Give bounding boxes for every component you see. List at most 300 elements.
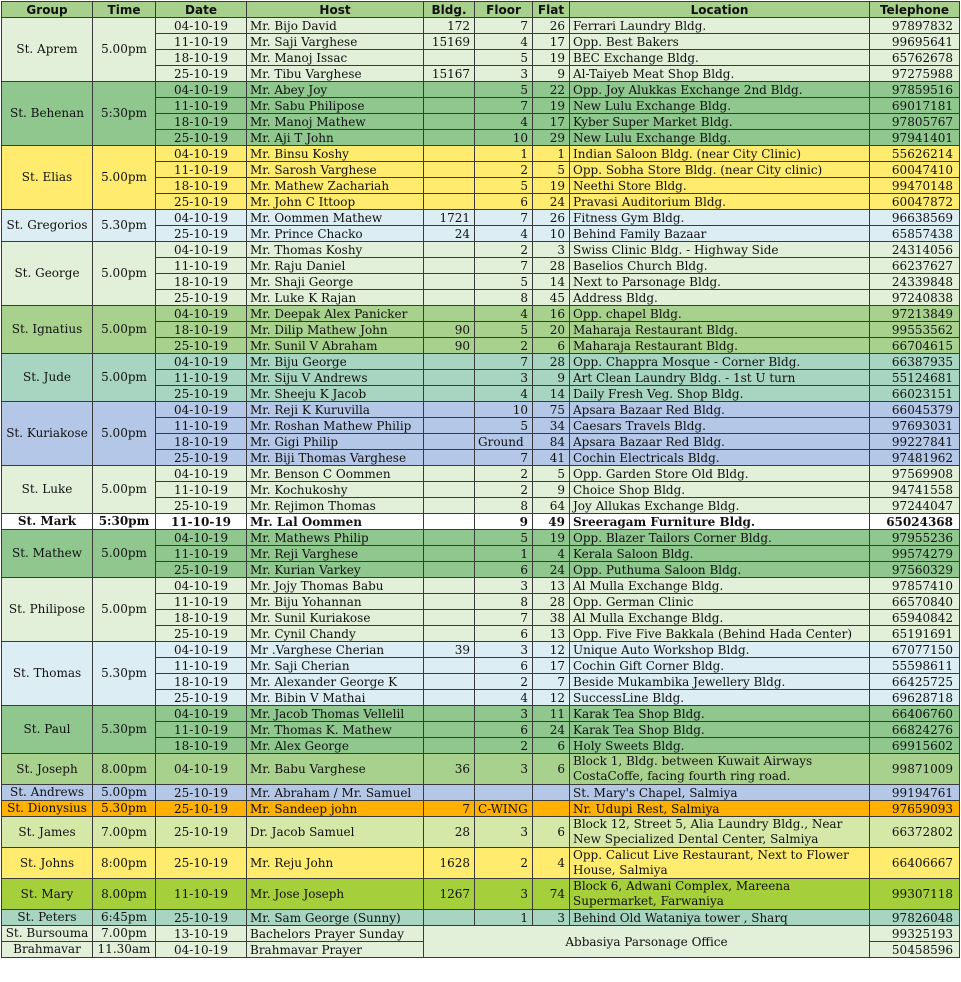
location-cell: Apsara Bazaar Red Bldg. <box>570 434 870 450</box>
group-time-cell: 5.30pm <box>93 801 156 817</box>
date-cell: 18-10-19 <box>156 178 247 194</box>
flat-cell: 45 <box>533 290 570 306</box>
telephone-cell: 69915602 <box>870 738 960 754</box>
table-row <box>2 785 960 801</box>
flat-cell: 28 <box>533 258 570 274</box>
group-time-cell: 7.00pm <box>93 817 156 848</box>
bldg-cell: 1628 <box>424 848 475 879</box>
date-cell: 25-10-19 <box>156 848 247 879</box>
telephone-cell: 65857438 <box>870 226 960 242</box>
date-cell: 25-10-19 <box>156 66 247 82</box>
host-cell: Mr. Sam George (Sunny) <box>247 910 424 926</box>
date-cell: 04-10-19 <box>156 146 247 162</box>
bldg-cell <box>424 562 475 578</box>
date-cell: 04-10-19 <box>156 242 247 258</box>
bldg-cell <box>424 82 475 98</box>
table-row <box>2 82 960 98</box>
location-cell: Joy Allukas Exchange Bldg. <box>570 498 870 514</box>
host-cell: Mr. Jose Joseph <box>247 879 424 910</box>
location-cell: Opp. Best Bakers <box>570 34 870 50</box>
location-cell: St. Mary's Chapel, Salmiya <box>570 785 870 801</box>
group-time-cell: 8.00pm <box>93 879 156 910</box>
location-cell: Maharaja Restaurant Bldg. <box>570 338 870 354</box>
floor-cell: 3 <box>475 754 533 785</box>
location-cell: Unique Auto Workshop Bldg. <box>570 642 870 658</box>
group-name-cell: St. Mathew <box>2 530 93 578</box>
floor-cell: 7 <box>475 450 533 466</box>
bldg-cell <box>424 626 475 642</box>
flat-cell: 14 <box>533 386 570 402</box>
location-cell: Opp. Calicut Live Restaurant, Next to Flower House, Salmiya <box>570 848 870 879</box>
date-cell: 04-10-19 <box>156 402 247 418</box>
telephone-cell: 99553562 <box>870 322 960 338</box>
bldg-cell <box>424 274 475 290</box>
date-cell: 25-10-19 <box>156 338 247 354</box>
flat-cell: 26 <box>533 210 570 226</box>
floor-cell: 7 <box>475 210 533 226</box>
bldg-cell: 1267 <box>424 879 475 910</box>
location-cell: Block 6, Adwani Complex, Mareena Supermarket, Farwaniya <box>570 879 870 910</box>
date-cell: 04-10-19 <box>156 530 247 546</box>
bldg-cell <box>424 258 475 274</box>
telephone-cell: 97826048 <box>870 910 960 926</box>
floor-cell: 6 <box>475 194 533 210</box>
flat-cell: 1 <box>533 146 570 162</box>
flat-cell: 3 <box>533 910 570 926</box>
floor-cell: 6 <box>475 658 533 674</box>
location-cell: New Lulu Exchange Bldg. <box>570 98 870 114</box>
table-row <box>2 18 960 34</box>
telephone-cell: 97955236 <box>870 530 960 546</box>
bldg-cell <box>424 130 475 146</box>
bldg-cell <box>424 98 475 114</box>
host-cell: Bachelors Prayer Sunday <box>247 926 424 942</box>
bldg-cell <box>424 578 475 594</box>
location-cell: Opp. Puthuma Saloon Bldg. <box>570 562 870 578</box>
bldg-cell: 1721 <box>424 210 475 226</box>
date-cell: 25-10-19 <box>156 290 247 306</box>
floor-cell: 2 <box>475 674 533 690</box>
host-cell: Mr. Sabu Philipose <box>247 98 424 114</box>
telephone-cell: 60047410 <box>870 162 960 178</box>
location-cell: Al-Taiyeb Meat Shop Bldg. <box>570 66 870 82</box>
host-cell: Mr. Jacob Thomas Vellelil <box>247 706 424 722</box>
date-cell: 11-10-19 <box>156 162 247 178</box>
table-row <box>2 578 960 594</box>
host-cell: Brahmavar Prayer <box>247 942 424 958</box>
telephone-cell: 24314056 <box>870 242 960 258</box>
floor-cell: 8 <box>475 290 533 306</box>
table-row <box>2 754 960 785</box>
table-row <box>2 466 960 482</box>
host-cell: Mr. Saji Varghese <box>247 34 424 50</box>
flat-cell: 12 <box>533 642 570 658</box>
group-time-cell: 5.00pm <box>93 146 156 210</box>
telephone-cell: 66406760 <box>870 706 960 722</box>
table-row <box>2 514 960 530</box>
flat-cell: 17 <box>533 114 570 130</box>
flat-cell: 84 <box>533 434 570 450</box>
date-cell: 11-10-19 <box>156 594 247 610</box>
header-row <box>2 2 960 18</box>
date-cell: 11-10-19 <box>156 658 247 674</box>
location-cell: Opp. Five Five Bakkala (Behind Hada Center) <box>570 626 870 642</box>
floor-cell: 2 <box>475 466 533 482</box>
flat-cell: 6 <box>533 738 570 754</box>
flat-cell: 12 <box>533 690 570 706</box>
parsonage-office-cell: Abbasiya Parsonage Office <box>424 926 870 958</box>
telephone-cell: 65762678 <box>870 50 960 66</box>
host-cell: Mr. Benson C Oommen <box>247 466 424 482</box>
telephone-cell: 67077150 <box>870 642 960 658</box>
date-cell: 13-10-19 <box>156 926 247 942</box>
bldg-cell: 15167 <box>424 66 475 82</box>
location-cell: Opp. Sobha Store Bldg. (near City clinic) <box>570 162 870 178</box>
location-cell: Behind Old Wataniya tower , Sharq <box>570 910 870 926</box>
location-cell: Neethi Store Bldg. <box>570 178 870 194</box>
group-name-cell: St. Mary <box>2 879 93 910</box>
telephone-cell: 69628718 <box>870 690 960 706</box>
location-cell: Apsara Bazaar Red Bldg. <box>570 402 870 418</box>
host-cell: Mr. Kurian Varkey <box>247 562 424 578</box>
floor-cell: 2 <box>475 242 533 258</box>
date-cell: 18-10-19 <box>156 322 247 338</box>
bldg-cell <box>424 530 475 546</box>
floor-cell: 5 <box>475 418 533 434</box>
floor-cell: 3 <box>475 879 533 910</box>
floor-cell: 4 <box>475 690 533 706</box>
flat-cell: 11 <box>533 706 570 722</box>
group-time-cell: 5.00pm <box>93 578 156 642</box>
flat-cell: 3 <box>533 242 570 258</box>
flat-cell: 75 <box>533 402 570 418</box>
host-cell: Mr. Shaji George <box>247 274 424 290</box>
table-row <box>2 306 960 322</box>
telephone-cell: 66372802 <box>870 817 960 848</box>
flat-cell: 16 <box>533 306 570 322</box>
floor-cell: 7 <box>475 98 533 114</box>
location-cell: Choice Shop Bldg. <box>570 482 870 498</box>
host-cell: Mr. Mathew Zachariah <box>247 178 424 194</box>
date-cell: 11-10-19 <box>156 370 247 386</box>
location-cell: Al Mulla Exchange Bldg. <box>570 610 870 626</box>
bldg-cell <box>424 162 475 178</box>
flat-cell: 9 <box>533 370 570 386</box>
flat-cell: 6 <box>533 754 570 785</box>
floor-cell: 3 <box>475 370 533 386</box>
floor-cell: 9 <box>475 514 533 530</box>
date-cell: 25-10-19 <box>156 194 247 210</box>
flat-cell: 24 <box>533 562 570 578</box>
floor-cell: 4 <box>475 386 533 402</box>
date-cell: 25-10-19 <box>156 386 247 402</box>
location-cell: Address Bldg. <box>570 290 870 306</box>
location-cell: Opp. German Clinic <box>570 594 870 610</box>
location-cell: Kyber Super Market Bldg. <box>570 114 870 130</box>
bldg-cell <box>424 402 475 418</box>
telephone-cell: 99871009 <box>870 754 960 785</box>
bldg-cell <box>424 194 475 210</box>
group-time-cell: 5.00pm <box>93 530 156 578</box>
bldg-cell <box>424 306 475 322</box>
floor-cell: 2 <box>475 848 533 879</box>
host-cell: Mr. Sheeju K Jacob <box>247 386 424 402</box>
host-cell: Mr. Prince Chacko <box>247 226 424 242</box>
flat-cell: 4 <box>533 546 570 562</box>
date-cell: 04-10-19 <box>156 706 247 722</box>
host-cell: Mr. Manoj Mathew <box>247 114 424 130</box>
group-name-cell: St. Bursouma <box>2 926 93 942</box>
telephone-cell: 55124681 <box>870 370 960 386</box>
group-time-cell: 5.30pm <box>93 210 156 242</box>
floor-cell: 2 <box>475 738 533 754</box>
bldg-cell: 36 <box>424 754 475 785</box>
floor-cell: 8 <box>475 498 533 514</box>
floor-cell: 3 <box>475 706 533 722</box>
group-name-cell: St. Philipose <box>2 578 93 642</box>
date-cell: 25-10-19 <box>156 817 247 848</box>
location-cell: Maharaja Restaurant Bldg. <box>570 322 870 338</box>
table-row <box>2 402 960 418</box>
flat-cell: 28 <box>533 594 570 610</box>
header-group: Group <box>2 2 93 18</box>
group-name-cell: St. Andrews <box>2 785 93 801</box>
group-time-cell: 6:45pm <box>93 910 156 926</box>
telephone-cell: 66406667 <box>870 848 960 879</box>
floor-cell: 5 <box>475 50 533 66</box>
location-cell: BEC Exchange Bldg. <box>570 50 870 66</box>
floor-cell: 5 <box>475 82 533 98</box>
table-row <box>2 910 960 926</box>
host-cell: Mr .Varghese Cherian <box>247 642 424 658</box>
host-cell: Mr. Reju John <box>247 848 424 879</box>
date-cell: 11-10-19 <box>156 879 247 910</box>
group-time-cell: 8.00pm <box>93 754 156 785</box>
group-time-cell: 5:30pm <box>93 82 156 146</box>
group-time-cell: 5.30pm <box>93 642 156 706</box>
date-cell: 11-10-19 <box>156 546 247 562</box>
group-name-cell: St. Joseph <box>2 754 93 785</box>
bldg-cell: 39 <box>424 642 475 658</box>
table-row <box>2 926 960 942</box>
floor-cell: 4 <box>475 34 533 50</box>
location-cell: Swiss Clinic Bldg. - Highway Side <box>570 242 870 258</box>
telephone-cell: 97897832 <box>870 18 960 34</box>
location-cell: New Lulu Exchange Bldg. <box>570 130 870 146</box>
header-location: Location <box>570 2 870 18</box>
date-cell: 25-10-19 <box>156 130 247 146</box>
host-cell: Mr. Siju V Andrews <box>247 370 424 386</box>
date-cell: 18-10-19 <box>156 50 247 66</box>
floor-cell: 7 <box>475 610 533 626</box>
date-cell: 18-10-19 <box>156 738 247 754</box>
group-time-cell: 5.00pm <box>93 785 156 801</box>
date-cell: 18-10-19 <box>156 610 247 626</box>
host-cell: Mr. Sunil V Abraham <box>247 338 424 354</box>
group-name-cell: St. Mark <box>2 514 93 530</box>
floor-cell: 1 <box>475 546 533 562</box>
date-cell: 04-10-19 <box>156 942 247 958</box>
location-cell: Opp. Blazer Tailors Corner Bldg. <box>570 530 870 546</box>
host-cell: Mr. Manoj Issac <box>247 50 424 66</box>
bldg-cell <box>424 706 475 722</box>
flat-cell: 41 <box>533 450 570 466</box>
host-cell: Mr. Sunil Kuriakose <box>247 610 424 626</box>
location-cell: Kerala Saloon Bldg. <box>570 546 870 562</box>
bldg-cell <box>424 450 475 466</box>
table-row <box>2 530 960 546</box>
bldg-cell <box>424 242 475 258</box>
floor-cell: Ground <box>475 434 533 450</box>
table-row <box>2 642 960 658</box>
floor-cell: 3 <box>475 66 533 82</box>
flat-cell: 49 <box>533 514 570 530</box>
bldg-cell <box>424 178 475 194</box>
host-cell: Mr. Mathews Philip <box>247 530 424 546</box>
group-time-cell: 7.00pm <box>93 926 156 942</box>
floor-cell: 6 <box>475 626 533 642</box>
host-cell: Mr. Biju Yohannan <box>247 594 424 610</box>
group-time-cell: 5.00pm <box>93 354 156 402</box>
host-cell: Mr. Lal Oommen <box>247 514 424 530</box>
floor-cell: 1 <box>475 146 533 162</box>
prayer-schedule-table <box>1 1 960 958</box>
location-cell: Opp. chapel Bldg. <box>570 306 870 322</box>
telephone-cell: 97244047 <box>870 498 960 514</box>
flat-cell: 29 <box>533 130 570 146</box>
date-cell: 11-10-19 <box>156 514 247 530</box>
floor-cell: 4 <box>475 306 533 322</box>
group-time-cell: 11.30am <box>93 942 156 958</box>
telephone-cell: 66045379 <box>870 402 960 418</box>
telephone-cell: 66425725 <box>870 674 960 690</box>
date-cell: 11-10-19 <box>156 34 247 50</box>
bldg-cell <box>424 738 475 754</box>
table-row <box>2 801 960 817</box>
flat-cell: 4 <box>533 848 570 879</box>
host-cell: Mr. Sarosh Varghese <box>247 162 424 178</box>
location-cell: SuccessLine Bldg. <box>570 690 870 706</box>
table-row <box>2 848 960 879</box>
flat-cell: 14 <box>533 274 570 290</box>
floor-cell: 3 <box>475 578 533 594</box>
header-bldg: Bldg. <box>424 2 475 18</box>
host-cell: Mr. Rejimon Thomas <box>247 498 424 514</box>
bldg-cell: 28 <box>424 817 475 848</box>
location-cell: Sreeragam Furniture Bldg. <box>570 514 870 530</box>
host-cell: Mr. Kochukoshy <box>247 482 424 498</box>
bldg-cell <box>424 674 475 690</box>
telephone-cell: 97240838 <box>870 290 960 306</box>
date-cell: 25-10-19 <box>156 801 247 817</box>
telephone-cell: 66237627 <box>870 258 960 274</box>
telephone-cell: 97693031 <box>870 418 960 434</box>
bldg-cell <box>424 546 475 562</box>
location-cell: Karak Tea Shop Bldg. <box>570 722 870 738</box>
floor-cell: C-WING <box>475 801 533 817</box>
bldg-cell <box>424 290 475 306</box>
location-cell: Indian Saloon Bldg. (near City Clinic) <box>570 146 870 162</box>
floor-cell: 2 <box>475 482 533 498</box>
telephone-cell: 50458596 <box>870 942 960 958</box>
location-cell: Next to Parsonage Bldg. <box>570 274 870 290</box>
bldg-cell <box>424 386 475 402</box>
telephone-cell: 24339848 <box>870 274 960 290</box>
floor-cell: 4 <box>475 226 533 242</box>
flat-cell: 6 <box>533 817 570 848</box>
date-cell: 25-10-19 <box>156 785 247 801</box>
location-cell: Block 1, Bldg. between Kuwait Airways CostaCoffe, facing fourth ring road. <box>570 754 870 785</box>
flat-cell: 34 <box>533 418 570 434</box>
host-cell: Mr. Alex George <box>247 738 424 754</box>
floor-cell: 5 <box>475 322 533 338</box>
floor-cell: 5 <box>475 274 533 290</box>
group-time-cell: 5.00pm <box>93 466 156 514</box>
floor-cell: 4 <box>475 114 533 130</box>
date-cell: 11-10-19 <box>156 98 247 114</box>
host-cell: Mr. Binsu Koshy <box>247 146 424 162</box>
telephone-cell: 97275988 <box>870 66 960 82</box>
telephone-cell: 94741558 <box>870 482 960 498</box>
group-name-cell: Brahmavar <box>2 942 93 958</box>
telephone-cell: 99470148 <box>870 178 960 194</box>
group-time-cell: 5.00pm <box>93 242 156 306</box>
floor-cell <box>475 785 533 801</box>
location-cell: Daily Fresh Veg. Shop Bldg. <box>570 386 870 402</box>
floor-cell: 6 <box>475 562 533 578</box>
bldg-cell <box>424 610 475 626</box>
bldg-cell: 90 <box>424 322 475 338</box>
location-cell: Baselios Church Bldg. <box>570 258 870 274</box>
floor-cell: 8 <box>475 594 533 610</box>
flat-cell: 13 <box>533 578 570 594</box>
date-cell: 18-10-19 <box>156 674 247 690</box>
flat-cell: 5 <box>533 162 570 178</box>
group-name-cell: St. Thomas <box>2 642 93 706</box>
bldg-cell <box>424 785 475 801</box>
host-cell: Mr. Saji Cherian <box>247 658 424 674</box>
table-row <box>2 210 960 226</box>
host-cell: Mr. Bibin V Mathai <box>247 690 424 706</box>
telephone-cell: 97857410 <box>870 578 960 594</box>
bldg-cell <box>424 514 475 530</box>
bldg-cell <box>424 146 475 162</box>
host-cell: Mr. Sandeep john <box>247 801 424 817</box>
floor-cell: 2 <box>475 162 533 178</box>
flat-cell: 26 <box>533 18 570 34</box>
bldg-cell <box>424 594 475 610</box>
telephone-cell: 99695641 <box>870 34 960 50</box>
flat-cell: 17 <box>533 34 570 50</box>
bldg-cell <box>424 418 475 434</box>
flat-cell <box>533 801 570 817</box>
flat-cell <box>533 785 570 801</box>
group-time-cell: 5.00pm <box>93 18 156 82</box>
host-cell: Mr. Aji T John <box>247 130 424 146</box>
bldg-cell <box>424 466 475 482</box>
flat-cell: 19 <box>533 50 570 66</box>
group-time-cell: 5.00pm <box>93 306 156 354</box>
floor-cell: 7 <box>475 18 533 34</box>
telephone-cell: 97213849 <box>870 306 960 322</box>
telephone-cell: 97859516 <box>870 82 960 98</box>
floor-cell: 3 <box>475 642 533 658</box>
host-cell: Mr. Deepak Alex Panicker <box>247 306 424 322</box>
date-cell: 04-10-19 <box>156 642 247 658</box>
bldg-cell <box>424 658 475 674</box>
location-cell: Caesars Travels Bldg. <box>570 418 870 434</box>
location-cell: Al Mulla Exchange Bldg. <box>570 578 870 594</box>
